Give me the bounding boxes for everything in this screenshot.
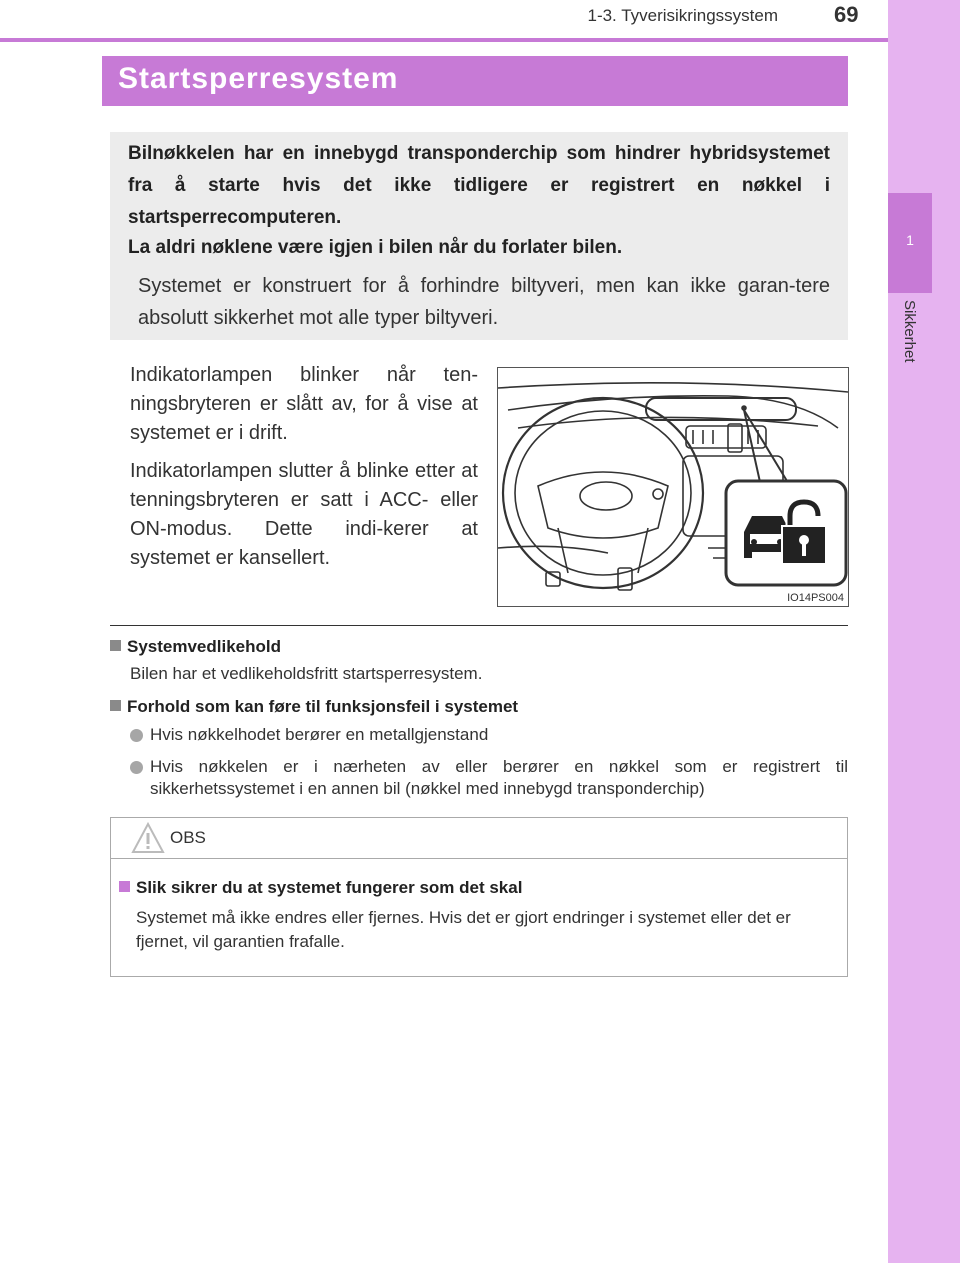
malfunction-heading: Forhold som kan føre til funksjonsfeil i systemet xyxy=(110,697,518,717)
intro-note: Systemet er konstruert for å forhindre biltyveri, men kan ikke garan-tere absolutt sikkerhet mot alle typer biltyveri. xyxy=(138,275,830,329)
square-bullet-icon xyxy=(110,700,121,711)
chapter-label: Sikkerhet xyxy=(901,300,918,363)
header-section-title: 1-3. Tyverisikringssystem xyxy=(587,6,778,25)
indicator-paragraph-1: Indikatorlampen blinker når ten-ningsbryteren er slått av, for å vise at systemet er i drift. xyxy=(130,364,478,444)
intro-box xyxy=(110,132,848,340)
page-number: 69 xyxy=(834,2,859,27)
obs-label: OBS xyxy=(170,828,206,847)
car-lock-indicator-icon xyxy=(738,498,828,568)
malfunction-bullet-2: Hvis nøkkelen er i nærheten av eller berører en nøkkel som er registrert til sikkerhetssystemet i en annen bil (nøkkel med innebygd transponderchip) xyxy=(130,756,848,800)
round-bullet-icon xyxy=(130,729,143,742)
maintenance-text: Bilen har et vedlikeholdsfritt startsperresystem. xyxy=(130,664,483,683)
illustration-code: IO14PS004 xyxy=(787,592,844,604)
round-bullet-icon xyxy=(130,761,143,774)
chapter-number: 1 xyxy=(906,232,914,248)
obs-heading: Slik sikrer du at systemet fungerer som det skal xyxy=(119,878,522,898)
header-divider xyxy=(0,38,888,42)
obs-notice-box xyxy=(110,817,848,977)
section-title: Startsperresystem xyxy=(118,62,399,95)
section-title-bar xyxy=(102,56,848,106)
obs-header xyxy=(111,818,847,859)
section-divider xyxy=(110,625,848,626)
malfunction-bullet-1: Hvis nøkkelhodet berører en metallgjenstand xyxy=(130,724,848,746)
chapter-sidebar xyxy=(888,0,960,1263)
obs-text: Systemet må ikke endres eller fjernes. Hvis det er gjort endringer i systemet eller det er fjernet, vil garantien frafalle. xyxy=(136,908,791,951)
warning-triangle-icon xyxy=(131,822,165,854)
maintenance-heading: Systemvedlikehold xyxy=(110,637,281,657)
intro-bold-paragraph: Bilnøkkelen har en innebygd transponderchip som hindrer hybridsystemet fra å starte hvis det ikke tidligere er registrert en nøkkel i startsperrecomputeren. xyxy=(128,143,830,228)
intro-bold-warning: La aldri nøklene være igjen i bilen når du forlater bilen. xyxy=(128,237,623,258)
square-bullet-icon xyxy=(119,881,130,892)
square-bullet-icon xyxy=(110,640,121,651)
indicator-paragraph-2: Indikatorlampen slutter å blinke etter at tenningsbryteren er satt i ACC- eller ON-modus. Dette indi-kerer at systemet er kansellert. xyxy=(130,460,478,569)
dashboard-illustration xyxy=(497,367,849,607)
